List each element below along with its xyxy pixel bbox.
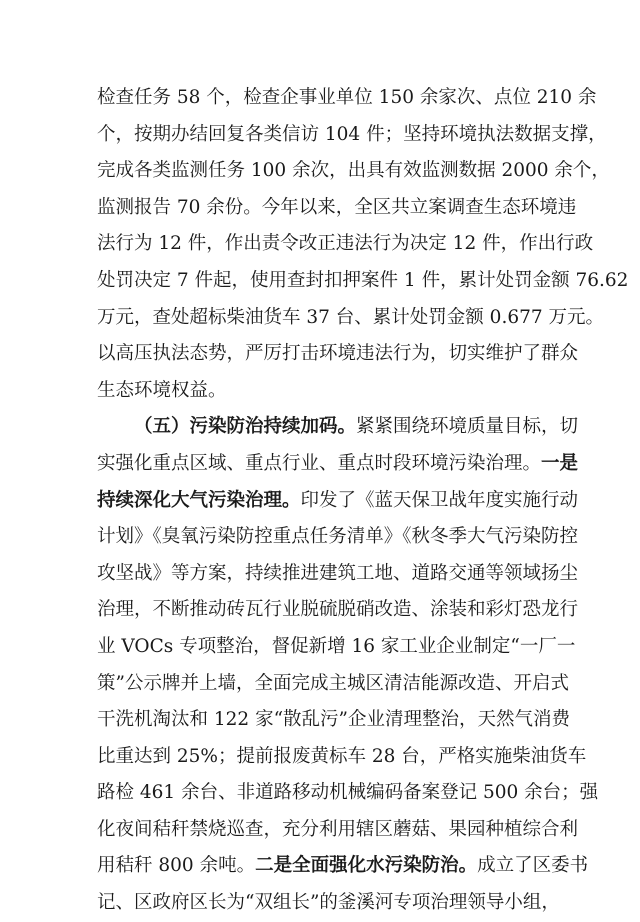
paragraph-line: 法行为 12 件，作出责令改正违法行为决定 12 件，作出行政 [97, 233, 594, 255]
paragraph-line: 计划》《臭氧污染防控重点任务清单》《秋冬季大气污染防控 [97, 526, 579, 548]
paragraph-line: 攻坚战》等方案，持续推进建筑工地、道路交通等领域扬尘 [97, 562, 579, 584]
paragraph-line: 万元，查处超标柴油货车 37 台、累计处罚金额 0.677 万元。 [97, 306, 605, 328]
paragraph-text: 印发了《蓝天保卫战年度实施行动 [300, 489, 579, 511]
paragraph-line: 完成各类监测任务 100 余次，出具有效监测数据 2000 余个， [97, 160, 610, 182]
paragraph-text: 成立了区委书 [477, 855, 589, 877]
paragraph-line [97, 446, 579, 483]
paragraph-text: 用秸秆 800 余吨。 [97, 855, 256, 877]
paragraph-line [97, 848, 589, 885]
paragraph-line: 业 VOCs 专项整治，督促新增 16 家工业企业制定“一厂一 [97, 635, 576, 657]
paragraph-line: 记、区政府区长为“双组长”的釜溪河专项治理领导小组， [97, 892, 560, 914]
paragraph-text: 实强化重点区域、重点行业、重点时段环境污染治理。 [97, 452, 542, 474]
section-heading: （五）污染防治持续加码。 [134, 416, 357, 438]
document-body [97, 80, 629, 922]
paragraph-line: 路检 461 余台、非道路移动机械编码备案登记 500 余台；强 [97, 782, 599, 804]
paragraph-line: 处罚决定 7 件起，使用查封扣押案件 1 件，累计处罚金额 76.62 [97, 269, 629, 291]
paragraph-line: 比重达到 25%；提前报废黄标车 28 台，严格实施柴油货车 [97, 745, 587, 767]
paragraph-line: 干洗机淘汰和 122 家“散乱污”企业清理整治，天然气消费 [97, 709, 570, 731]
section-heading-line [97, 409, 579, 446]
paragraph-line: 生态环境权益。 [97, 379, 227, 401]
paragraph-line: 个，按期办结回复各类信访 104 件；坚持环境执法数据支撑， [97, 123, 607, 145]
paragraph-line: 化夜间秸秆禁烧巡查，充分利用辖区蘑菇、果园种植综合利 [97, 818, 579, 840]
bold-phrase: 二是全面强化水污染防治。 [255, 855, 478, 877]
paragraph-line: 治理，不断推动砖瓦行业脱硫脱硝改造、涂装和彩灯恐龙行 [97, 599, 579, 621]
bold-phrase: 持续深化大气污染治理。 [97, 489, 301, 511]
paragraph-line: 监测报告 70 余份。今年以来，全区共立案调查生态环境违 [97, 196, 577, 218]
bold-phrase: 一是 [541, 452, 579, 474]
paragraph-line [97, 483, 579, 520]
paragraph-line: 策”公示牌并上墙，全面完成主城区清洁能源改造、开启式 [97, 672, 569, 694]
paragraph-line: 以高压执法态势，严厉打击环境违法行为，切实维护了群众 [97, 343, 579, 365]
paragraph-line: 检查任务 58 个，检查企事业单位 150 余家次、点位 210 余 [97, 87, 597, 108]
paragraph-text: 紧紧围绕环境质量目标，切 [356, 416, 579, 438]
